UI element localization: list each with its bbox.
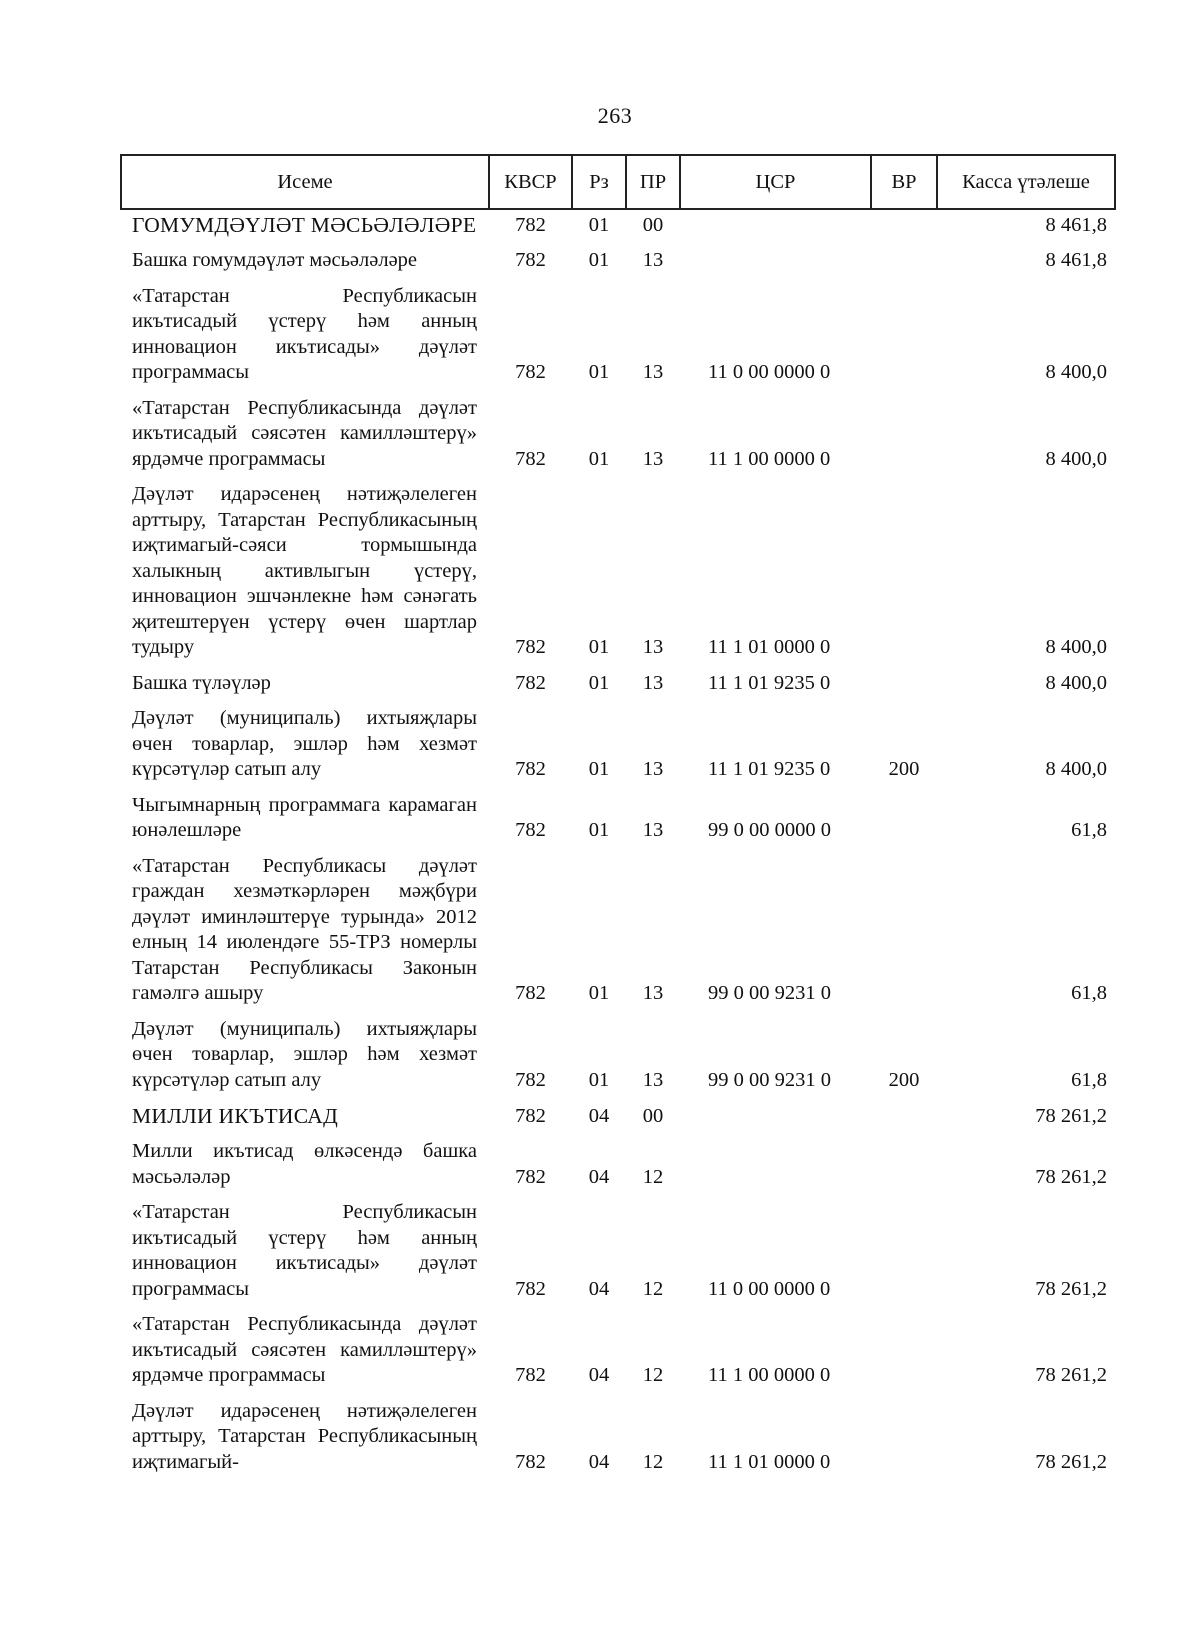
cell-amount: 78 261,2 xyxy=(1035,1364,1107,1386)
table-row xyxy=(121,847,1115,1010)
budget-table xyxy=(120,154,1116,1478)
header-vr: ВР xyxy=(871,155,937,209)
cell-kvsr: 782 xyxy=(515,249,546,271)
cell-kvsr: 782 xyxy=(515,819,546,841)
cell-pr: 12 xyxy=(642,1364,664,1386)
cell-name: «Татарстан Республикасын икътисадый үстерү һәм анның инновацион икътисады» дәүләт программасы xyxy=(132,284,477,383)
cell-kvsr: 782 xyxy=(515,1277,546,1300)
cell-tsr: 99 0 00 9231 0 xyxy=(708,982,831,1004)
table-row xyxy=(121,389,1115,476)
cell-tsr xyxy=(680,241,871,277)
cell-vr: 200 xyxy=(888,1068,920,1091)
cell-amount: 8 461,8 xyxy=(1045,213,1107,236)
cell-name: Чыгымнарның программага карамаган юнәлешләре xyxy=(132,793,477,841)
cell-vr xyxy=(871,1392,937,1479)
cell-rz: 04 xyxy=(588,1277,610,1300)
cell-name: Дәүләт (муниципаль) ихтыяҗлары өчен товарлар, эшләр һәм хезмәт күрсәтүләр сатып алу xyxy=(132,707,477,780)
cell-tsr: 11 1 01 9235 0 xyxy=(708,671,831,694)
cell-amount: 78 261,2 xyxy=(1035,1104,1107,1127)
cell-vr xyxy=(871,277,937,389)
cell-kvsr: 782 xyxy=(515,1165,546,1188)
cell-pr: 13 xyxy=(642,636,664,658)
cell-vr xyxy=(871,209,937,241)
cell-tsr: 11 1 01 0000 0 xyxy=(708,636,831,658)
cell-rz: 01 xyxy=(588,982,610,1004)
cell-rz: 01 xyxy=(588,819,610,841)
table-row xyxy=(121,241,1115,277)
cell-pr: 13 xyxy=(642,982,664,1004)
header-amount: Касса үтәлеше xyxy=(937,155,1115,209)
header-tsr: ЦСР xyxy=(680,155,871,209)
header-kvsr: КВСР xyxy=(489,155,572,209)
cell-name: «Татарстан Республикасы дәүләт граждан хезмәткәрләрен мәҗбүри дәүләт иминләштерүе турында» 2012 елның 14 июлендәге 55-ТРЗ номерлы Татарстан Республикасы Законын гамәлгә ашыру xyxy=(132,854,477,1004)
cell-rz: 04 xyxy=(588,1104,610,1127)
cell-pr: 12 xyxy=(642,1165,664,1188)
cell-vr xyxy=(871,1193,937,1305)
cell-rz: 01 xyxy=(588,671,610,694)
cell-amount: 8 400,0 xyxy=(1045,447,1107,470)
cell-kvsr: 782 xyxy=(515,636,546,658)
cell-kvsr: 782 xyxy=(515,1450,546,1473)
table-row xyxy=(121,277,1115,389)
cell-amount: 8 461,8 xyxy=(1045,249,1107,271)
cell-rz: 01 xyxy=(588,361,610,383)
cell-name: ГОМУМДӘҮЛӘТ МӘСЬӘЛӘЛӘРЕ xyxy=(132,213,477,237)
cell-vr xyxy=(871,664,937,700)
table-row xyxy=(121,209,1115,241)
table-body xyxy=(121,209,1115,1478)
cell-tsr xyxy=(680,209,871,241)
table-row xyxy=(121,1392,1115,1479)
cell-rz: 04 xyxy=(588,1450,610,1473)
cell-tsr: 11 1 00 0000 0 xyxy=(708,1364,831,1386)
cell-name: «Татарстан Республикасында дәүләт икътисадый сәясәтен камилләштерү» ярдәмче программасы xyxy=(132,396,477,470)
cell-vr xyxy=(871,389,937,476)
header-name: Исеме xyxy=(121,155,489,209)
cell-pr: 13 xyxy=(642,758,664,780)
cell-amount: 78 261,2 xyxy=(1035,1165,1107,1188)
cell-vr xyxy=(871,241,937,277)
cell-pr: 00 xyxy=(642,1104,664,1127)
table-header xyxy=(121,155,1115,209)
table-row xyxy=(121,664,1115,700)
cell-vr xyxy=(871,1132,937,1193)
cell-rz: 01 xyxy=(588,758,610,780)
cell-name: Дәүләт идарәсенең нәтиҗәлелеген арттыру, Татарстан Республикасының иҗтимагый- xyxy=(132,1399,477,1473)
cell-vr: 200 xyxy=(888,758,920,780)
cell-rz: 01 xyxy=(588,249,610,271)
cell-amount: 61,8 xyxy=(1071,982,1107,1004)
cell-vr xyxy=(871,847,937,1010)
cell-pr: 13 xyxy=(642,671,664,694)
cell-amount: 8 400,0 xyxy=(1045,671,1107,694)
table-row xyxy=(121,699,1115,786)
cell-name: МИЛЛИ ИКЪТИСАД xyxy=(132,1104,339,1128)
cell-kvsr: 782 xyxy=(515,1068,546,1091)
cell-vr xyxy=(871,786,937,847)
header-pr: ПР xyxy=(626,155,680,209)
cell-tsr: 99 0 00 9231 0 xyxy=(708,1068,831,1091)
cell-tsr: 11 0 00 0000 0 xyxy=(708,1277,831,1300)
cell-kvsr: 782 xyxy=(515,982,546,1004)
cell-pr: 13 xyxy=(642,819,664,841)
table-row xyxy=(121,1096,1115,1132)
cell-tsr: 11 1 01 0000 0 xyxy=(708,1450,831,1473)
table-row xyxy=(121,1193,1115,1305)
cell-amount: 78 261,2 xyxy=(1035,1277,1107,1300)
cell-rz: 01 xyxy=(588,636,610,658)
cell-name: «Татарстан Республикасын икътисадый үстерү һәм анның инновацион икътисады» дәүләт программасы xyxy=(132,1201,477,1300)
page-number: 263 xyxy=(597,103,633,128)
cell-name: Башка гомумдәүләт мәсьәләләре xyxy=(132,249,418,271)
cell-kvsr: 782 xyxy=(515,1364,546,1386)
cell-rz: 04 xyxy=(588,1165,610,1188)
cell-name: «Татарстан Республикасында дәүләт икътисадый сәясәтен камилләштерү» ярдәмче программасы xyxy=(132,1313,477,1386)
cell-pr: 13 xyxy=(642,361,664,383)
cell-name: Милли икътисад өлкәсендә башка мәсьәләләр xyxy=(132,1140,477,1188)
cell-tsr: 11 1 01 9235 0 xyxy=(708,758,831,780)
cell-tsr: 11 1 00 0000 0 xyxy=(708,447,831,470)
cell-pr: 13 xyxy=(642,1068,664,1091)
cell-name: Башка түләүләр xyxy=(132,671,271,694)
cell-pr: 12 xyxy=(642,1277,664,1300)
cell-tsr: 99 0 00 0000 0 xyxy=(708,819,831,841)
cell-amount: 8 400,0 xyxy=(1045,758,1107,780)
cell-amount: 78 261,2 xyxy=(1035,1450,1107,1473)
cell-rz: 01 xyxy=(588,213,610,236)
table-row xyxy=(121,1305,1115,1392)
table-row xyxy=(121,1010,1115,1097)
cell-rz: 01 xyxy=(588,1068,610,1091)
cell-rz: 01 xyxy=(588,447,610,470)
cell-kvsr: 782 xyxy=(515,758,546,780)
table-row xyxy=(121,475,1115,664)
cell-name: Дәүләт (муниципаль) ихтыяҗлары өчен товарлар, эшләр һәм хезмәт күрсәтүләр сатып алу xyxy=(132,1017,477,1091)
header-rz: Рз xyxy=(572,155,626,209)
table-row xyxy=(121,1132,1115,1193)
cell-amount: 8 400,0 xyxy=(1045,636,1107,658)
cell-amount: 61,8 xyxy=(1071,1068,1107,1091)
cell-vr xyxy=(871,475,937,664)
cell-tsr xyxy=(680,1096,871,1132)
cell-tsr xyxy=(680,1132,871,1193)
cell-kvsr: 782 xyxy=(515,1104,546,1127)
cell-pr: 13 xyxy=(642,249,664,271)
cell-kvsr: 782 xyxy=(515,447,546,470)
cell-vr xyxy=(871,1305,937,1392)
table-row xyxy=(121,786,1115,847)
cell-pr: 00 xyxy=(642,213,664,236)
cell-rz: 04 xyxy=(588,1364,610,1386)
cell-name: Дәүләт идарәсенең нәтиҗәлелеген арттыру, Татарстан Республикасының иҗтимагый-сәяси тормышында халыкның активлыгын үстерү, инновацион эшчәнлекне һәм сәнәгать җитештерүен үстерү өчен шартлар тудыру xyxy=(132,483,477,658)
cell-tsr: 11 0 00 0000 0 xyxy=(708,361,831,383)
cell-amount: 61,8 xyxy=(1071,819,1107,841)
cell-pr: 13 xyxy=(642,447,664,470)
cell-amount: 8 400,0 xyxy=(1045,361,1107,383)
cell-kvsr: 782 xyxy=(515,213,546,236)
cell-kvsr: 782 xyxy=(515,361,546,383)
cell-pr: 12 xyxy=(642,1450,664,1473)
cell-vr xyxy=(871,1096,937,1132)
cell-kvsr: 782 xyxy=(515,671,546,694)
